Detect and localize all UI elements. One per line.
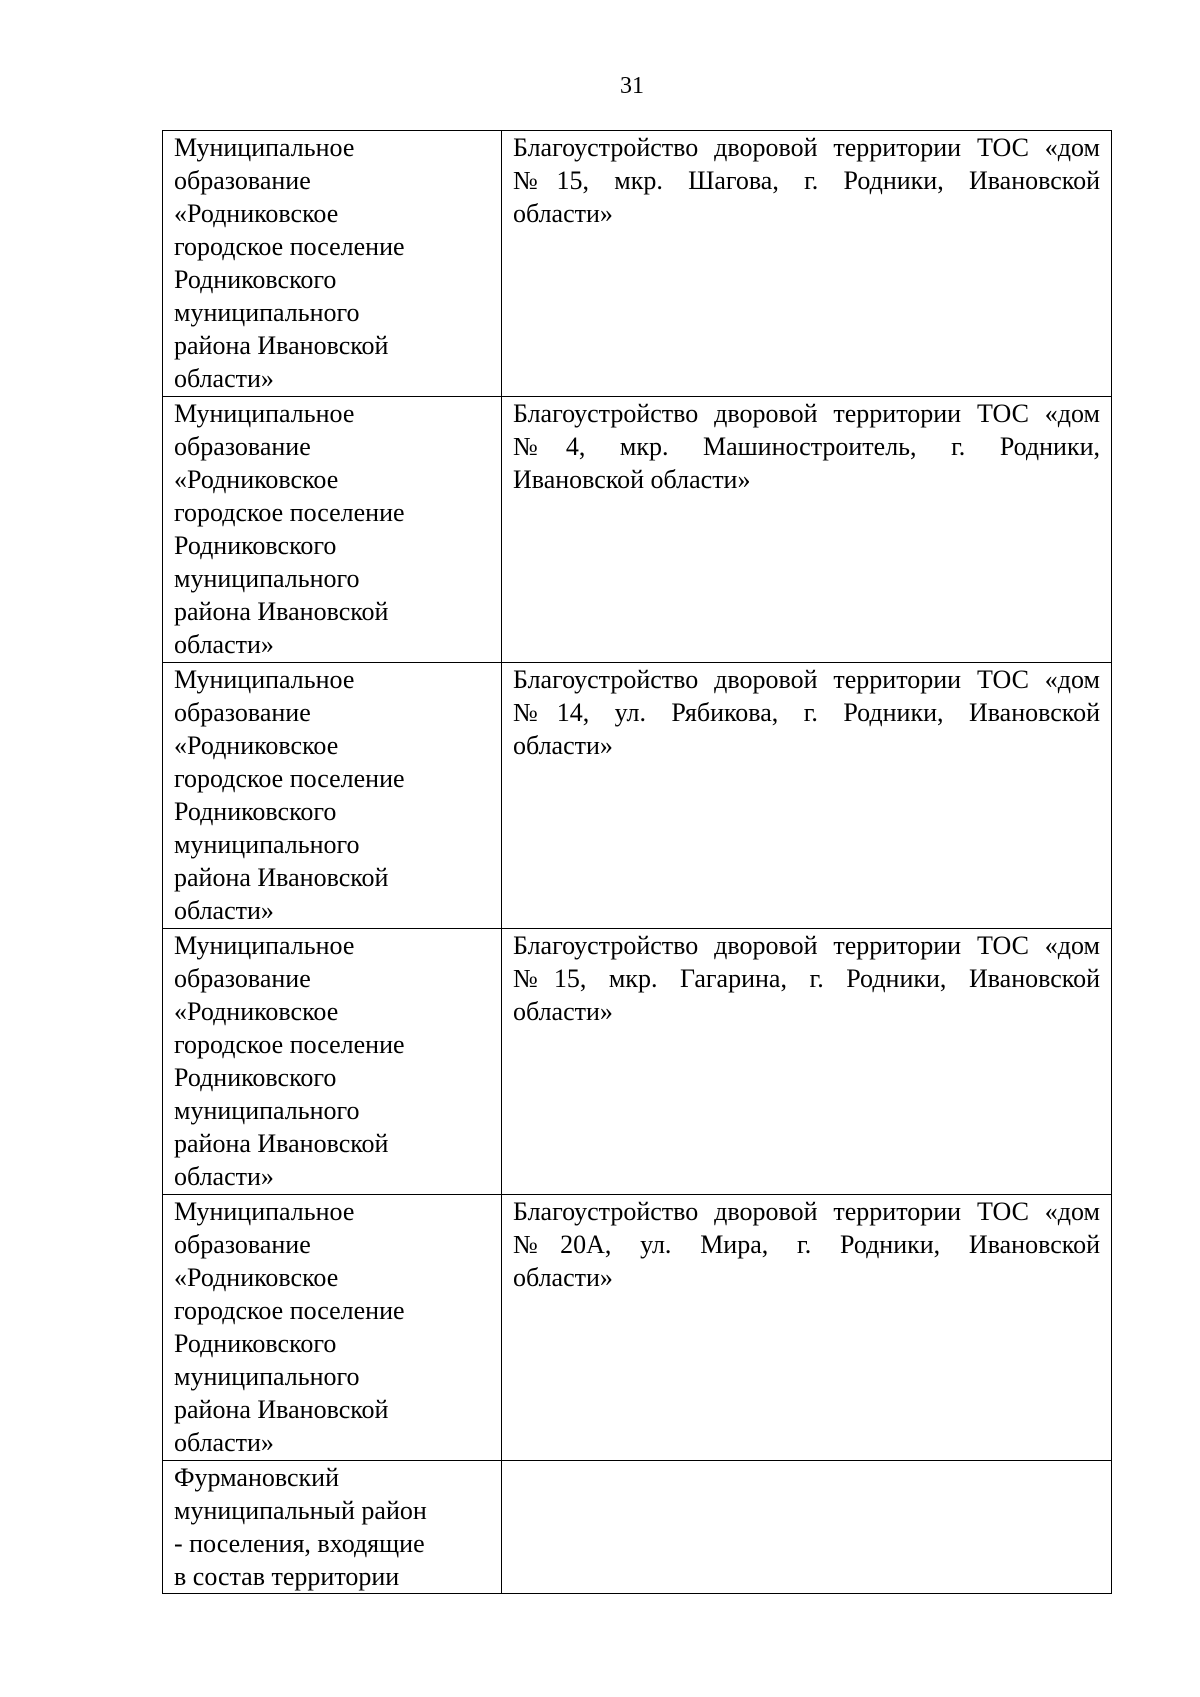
cell-line: Родниковского xyxy=(174,1063,337,1092)
cell-line: «Родниковское xyxy=(174,731,339,760)
cell-line: Родниковского xyxy=(174,265,337,294)
table-row xyxy=(163,1195,1112,1461)
municipality-cell xyxy=(163,663,502,929)
cell-line: №15, мкр. Гагарина, г. Родники, Ивановской xyxy=(513,964,1100,993)
cell-line: «Родниковское xyxy=(174,199,339,228)
cell-line: района Ивановской xyxy=(174,331,389,360)
cell-line: Ивановской области» xyxy=(513,465,751,494)
cell-line: муниципального xyxy=(174,298,360,327)
cell-line: «Родниковское xyxy=(174,997,339,1026)
cell-line: муниципального xyxy=(174,830,360,859)
cell-line: области» xyxy=(174,1428,274,1457)
table-row xyxy=(163,397,1112,663)
project-cell xyxy=(502,131,1112,397)
table-row xyxy=(163,131,1112,397)
cell-line: Муниципальное xyxy=(174,665,355,694)
cell-line: №20А, ул. Мира, г. Родники, Ивановской xyxy=(513,1230,1100,1259)
cell-line: области» xyxy=(513,997,613,1026)
municipality-cell xyxy=(163,1195,502,1461)
cell-line: области» xyxy=(174,630,274,659)
cell-line: в состав территории xyxy=(174,1562,400,1591)
document-table xyxy=(162,130,1112,1594)
project-cell-empty xyxy=(502,1461,1112,1594)
cell-line: городское поселение xyxy=(174,498,405,527)
cell-line: Родниковского xyxy=(174,1329,337,1358)
cell-line: Благоустройство дворовой территории ТОС «дом xyxy=(513,931,1100,960)
cell-line: №15, мкр. Шагова, г. Родники, Ивановской xyxy=(513,166,1100,195)
cell-line: - поселения, входящие xyxy=(174,1529,425,1558)
cell-line: муниципального xyxy=(174,1362,360,1391)
cell-line: района Ивановской xyxy=(174,1129,389,1158)
cell-line: «Родниковское xyxy=(174,1263,339,1292)
cell-line: области» xyxy=(513,1263,613,1292)
cell-line: Муниципальное xyxy=(174,1197,355,1226)
cell-line: образование xyxy=(174,166,311,195)
cell-line: района Ивановской xyxy=(174,1395,389,1424)
cell-line: городское поселение xyxy=(174,1296,405,1325)
project-cell xyxy=(502,663,1112,929)
cell-line: №4, мкр. Машиностроитель, г. Родники, xyxy=(513,432,1100,461)
project-cell xyxy=(502,397,1112,663)
cell-line: городское поселение xyxy=(174,232,405,261)
cell-line: Муниципальное xyxy=(174,133,355,162)
cell-line: области» xyxy=(513,199,613,228)
cell-line: области» xyxy=(174,1162,274,1191)
cell-line: городское поселение xyxy=(174,1030,405,1059)
cell-line: Благоустройство дворовой территории ТОС «дом xyxy=(513,1197,1100,1226)
cell-line: №14, ул. Рябикова, г. Родники, Ивановской xyxy=(513,698,1100,727)
cell-line: района Ивановской xyxy=(174,863,389,892)
cell-line: области» xyxy=(513,731,613,760)
municipality-cell xyxy=(163,1461,502,1594)
municipality-cell xyxy=(163,929,502,1195)
cell-line: образование xyxy=(174,432,311,461)
cell-line: образование xyxy=(174,698,311,727)
cell-line: образование xyxy=(174,964,311,993)
table-row xyxy=(163,929,1112,1195)
cell-line: области» xyxy=(174,364,274,393)
cell-line: Фурмановский xyxy=(174,1463,340,1492)
table-row xyxy=(163,1461,1112,1594)
cell-line: Муниципальное xyxy=(174,931,355,960)
cell-line: городское поселение xyxy=(174,764,405,793)
cell-line: образование xyxy=(174,1230,311,1259)
cell-line: муниципальный район xyxy=(174,1496,427,1525)
cell-line: Благоустройство дворовой территории ТОС «дом xyxy=(513,399,1100,428)
municipality-cell xyxy=(163,397,502,663)
cell-line: муниципального xyxy=(174,564,360,593)
cell-line: «Родниковское xyxy=(174,465,339,494)
cell-line: Муниципальное xyxy=(174,399,355,428)
cell-line: муниципального xyxy=(174,1096,360,1125)
municipality-cell xyxy=(163,131,502,397)
cell-line: области» xyxy=(174,896,274,925)
cell-line: района Ивановской xyxy=(174,597,389,626)
cell-line: Благоустройство дворовой территории ТОС «дом xyxy=(513,133,1100,162)
cell-line: Родниковского xyxy=(174,531,337,560)
table-row xyxy=(163,663,1112,929)
project-cell xyxy=(502,1195,1112,1461)
cell-line: Родниковского xyxy=(174,797,337,826)
page-number: 31 xyxy=(620,73,644,99)
cell-line: Благоустройство дворовой территории ТОС «дом xyxy=(513,665,1100,694)
project-cell xyxy=(502,929,1112,1195)
